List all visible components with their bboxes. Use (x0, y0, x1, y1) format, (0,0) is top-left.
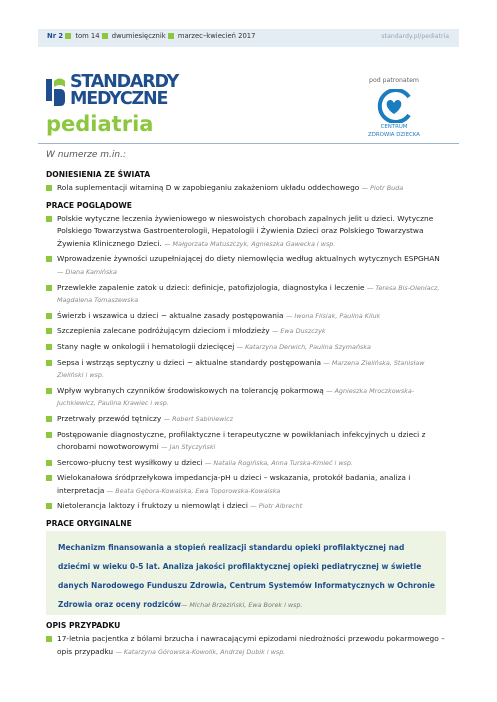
patronage-label: pod patronatem (369, 77, 419, 84)
article-authors: — Robert Sabiniewicz (163, 414, 234, 423)
article-item[interactable] (46, 253, 446, 278)
article-title: Wprowadzenie żywności uzupełniającej do diety niemowlęcia według aktualnych wytycznych ESPGHAN (57, 254, 440, 264)
green-square-icon (46, 636, 52, 642)
journal-subtitle: pediatria (46, 112, 154, 136)
section-title: PRACE ORYGINALNE (46, 519, 132, 529)
green-square-icon (46, 328, 52, 334)
article-authors: — Piotr Albrecht (250, 502, 303, 511)
article-item[interactable] (46, 310, 446, 323)
green-square-icon (46, 313, 52, 319)
article-authors: — Marzena Zielińska, Stanisław Zieliński i wsp. (57, 358, 425, 380)
article-item[interactable] (46, 457, 446, 470)
green-square-icon (46, 256, 52, 262)
article-title: Wielokanałowa śródprzełykowa impedancja-pH u dzieci – wskazania, protokół badania, analiza i interpretacja (57, 473, 411, 495)
green-square-icon (46, 216, 52, 222)
article-authors: — Agnieszka Mroczkowska-Juchkiewicz, Paulina Krawiec i wsp. (57, 386, 415, 408)
article-authors: — Jan Styczyński (161, 443, 216, 452)
czd-heart-logo-icon (374, 89, 414, 123)
article-title: Wpływ wybranych czynników środowiskowych na tolerancję pokarmową (57, 385, 324, 395)
featured-article[interactable] (46, 531, 446, 615)
volume: tom 14 (75, 32, 100, 40)
article-title: Świerzb i wszawica u dzieci − aktualne zasady postępowania (57, 310, 284, 320)
article-item[interactable] (46, 413, 446, 426)
logo-line-2: MEDYCZNE (70, 89, 168, 109)
article-authors: — Małgorzata Matuszczyk, Agnieszka Gawecka i wsp. (164, 239, 336, 248)
article-item[interactable] (46, 429, 446, 454)
divider (38, 143, 459, 144)
article-authors: — Iwona Flisiak, Paulina Kiluk (285, 311, 381, 320)
section-title: PRACE POGLĄDOWE (46, 200, 132, 210)
featured-article-authors: — Michał Brzeziński, Ewa Borek i wsp. (180, 601, 303, 610)
article-item[interactable] (46, 213, 446, 251)
period: marzec–kwiecień 2017 (177, 32, 256, 40)
green-square-icon (46, 285, 52, 291)
patronage-org-1: CENTRUM (380, 124, 408, 130)
article-item[interactable] (46, 500, 446, 513)
green-square-icon (46, 388, 52, 394)
article-title: Sercowo-płucny test wysiłkowy u dzieci (57, 457, 203, 467)
article-item[interactable] (46, 325, 446, 338)
green-square-icon (46, 344, 52, 350)
article-title: Nietolerancja laktozy i fruktozy u niemowląt i dzieci (57, 501, 248, 511)
article-item[interactable] (46, 472, 446, 497)
green-square-icon (65, 33, 71, 39)
article-authors: — Piotr Buda (361, 184, 404, 192)
issue-info (47, 32, 255, 40)
journal-logo (46, 74, 246, 114)
article-authors: — Katarzyna Derwich, Paulina Szymańska (236, 342, 371, 351)
article-title: 17-letnia pacjentka z bólami brzucha i nawracającymi epizodami niedrożności przewodu pokarmowego – opis przypadku (57, 634, 445, 656)
section-title: DONIESIENIA ZE ŚWIATA (46, 170, 151, 179)
article-title: Szczepienia zalecane podróżującym dzieciom i młodzieży (57, 326, 270, 336)
green-square-icon (46, 503, 52, 509)
green-square-icon (102, 33, 108, 39)
article-title: Postępowanie diagnostyczne, profilaktyczne i terapeutyczne w powikłaniach infekcyjnych u dzieci z chorobami nowotworowymi (57, 429, 426, 452)
article-item[interactable] (46, 633, 446, 658)
article-item[interactable] (46, 282, 446, 307)
featured-article-title: Mechanizm finansowania a stopień realizacji standardu opieki profilaktycznej nad dziećmi w wieku 0-5 lat. Analiza jakości profilaktycznej opieki pediatrycznej w świetle danych Narodowego Funduszu Zdrowia, Centrum Systemów Informatycznych w Ochronie Zdrowia oraz oceny rodziców (58, 543, 435, 610)
article-item[interactable] (46, 182, 446, 195)
logo-line-1: STANDARDY (70, 72, 179, 92)
article-title: Stany nagłe w onkologii i hematologii dziecięcej (57, 341, 235, 351)
website-link[interactable]: standardy.pl/pediatria (381, 33, 449, 40)
article-title: Przetrwały przewód tętniczy (57, 413, 162, 423)
patronage (358, 77, 430, 139)
article-item[interactable] (46, 341, 446, 354)
article-title: Rola suplementacji witaminą D w zapobieganiu zakażeniom układu oddechowego (57, 183, 360, 192)
article-item[interactable] (46, 357, 446, 382)
patronage-org-2: ZDROWIA DZIECKA (368, 132, 420, 138)
green-square-icon (46, 416, 52, 422)
green-square-icon (168, 33, 174, 39)
article-authors: — Natalia Rogińska, Anna Turska-Kmieć i wsp. (204, 458, 353, 467)
issue-number: Nr 2 (47, 32, 64, 40)
table-of-contents (46, 164, 446, 661)
green-square-icon (46, 460, 52, 466)
article-item[interactable] (46, 385, 446, 410)
green-square-icon (46, 360, 52, 366)
article-authors: — Diana Kamińska (57, 267, 117, 276)
green-square-icon (46, 475, 52, 481)
green-square-icon (46, 432, 52, 438)
article-title: Sepsa i wstrząs septyczny u dzieci − aktualne standardy postępowania (57, 357, 322, 367)
section-title: OPIS PRZYPADKU (46, 621, 121, 631)
article-authors: — Teresa Bis-Oleniacz, Magdalena Tomaszewska (57, 283, 440, 305)
article-authors: — Beata Gębora-Kowalska, Ewa Toporowska-Kowalska (106, 486, 281, 495)
frequency: dwumiesięcznik (111, 32, 166, 40)
issue-info-bar (38, 29, 459, 47)
standardy-logo-icon (46, 75, 66, 107)
article-title: Przewlekłe zapalenie zatok u dzieci: definicje, patofizjologia, diagnostyka i leczenie (57, 282, 365, 292)
article-title: Polskie wytyczne leczenia żywieniowego w nieswoistych chorobach zapalnych jelit u dzieci. Wytyczne Polskiego Towarzystwa Gastroenterologii, Hepatologii i Żywienia Dzieci oraz Polskiego Towarzystwa Żywienia Klinicznego Dzieci. (57, 213, 434, 248)
green-square-icon (46, 185, 52, 191)
contents-intro: W numerze m.in.: (46, 150, 127, 160)
article-authors: — Ewa Duszczyk (271, 327, 326, 336)
article-authors: — Katarzyna Górowska-Kowolik, Andrzej Dubik i wsp. (115, 647, 286, 656)
